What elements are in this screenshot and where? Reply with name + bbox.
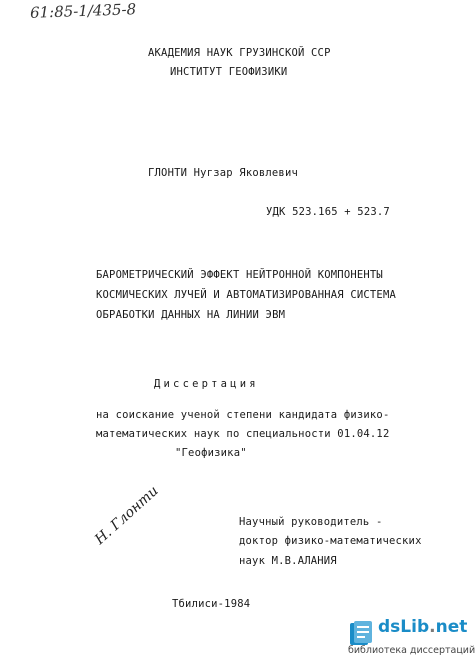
title-line-1: БАРОМЕТРИЧЕСКИЙ ЭФФЕКТ НЕЙТРОННОЙ КОМПОНЕНТЫ	[96, 269, 383, 281]
purpose-line-1: на соискание ученой степени кандидата физико-	[96, 409, 390, 421]
purpose-line-2: математических наук по специальности 01.04.12	[96, 428, 390, 440]
place-and-year: Тбилиси-1984	[172, 598, 251, 610]
author-name: ГЛОНТИ Нугзар Яковлевич	[148, 167, 298, 179]
title-line-2: КОСМИЧЕСКИХ ЛУЧЕЙ И АВТОМАТИЗИРОВАННАЯ СИСТЕМА	[96, 289, 396, 301]
institute-name: ИНСТИТУТ ГЕОФИЗИКИ	[170, 66, 288, 78]
handwritten-signature: Н. Глонти	[92, 482, 162, 548]
dslib-watermark[interactable]	[348, 615, 475, 665]
archive-handwritten-mark: 61:85-1/435-8	[29, 0, 137, 22]
supervisor-line-1: Научный руководитель -	[239, 516, 383, 528]
purpose-line-3: "Геофизика"	[175, 447, 247, 459]
supervisor-line-2: доктор физико-математических	[239, 535, 422, 547]
dslib-brand	[378, 617, 467, 637]
brand-lib: Lib	[400, 617, 430, 637]
brand-net: net	[435, 617, 468, 637]
brand-ds: ds	[378, 617, 401, 637]
title-line-3: ОБРАБОТКИ ДАННЫХ НА ЛИНИИ ЭВМ	[96, 309, 286, 321]
document-type: Диссертация	[154, 378, 259, 390]
dslib-subtitle: библиотека диссертаций	[348, 645, 475, 656]
supervisor-line-3: наук М.В.АЛАНИЯ	[239, 555, 337, 567]
brand-dot: .	[429, 617, 436, 637]
dslib-logo-icon	[348, 619, 374, 647]
udk-code: УДК 523.165 + 523.7	[266, 206, 390, 218]
academy-name: АКАДЕМИЯ НАУК ГРУЗИНСКОЙ ССР	[148, 47, 331, 59]
